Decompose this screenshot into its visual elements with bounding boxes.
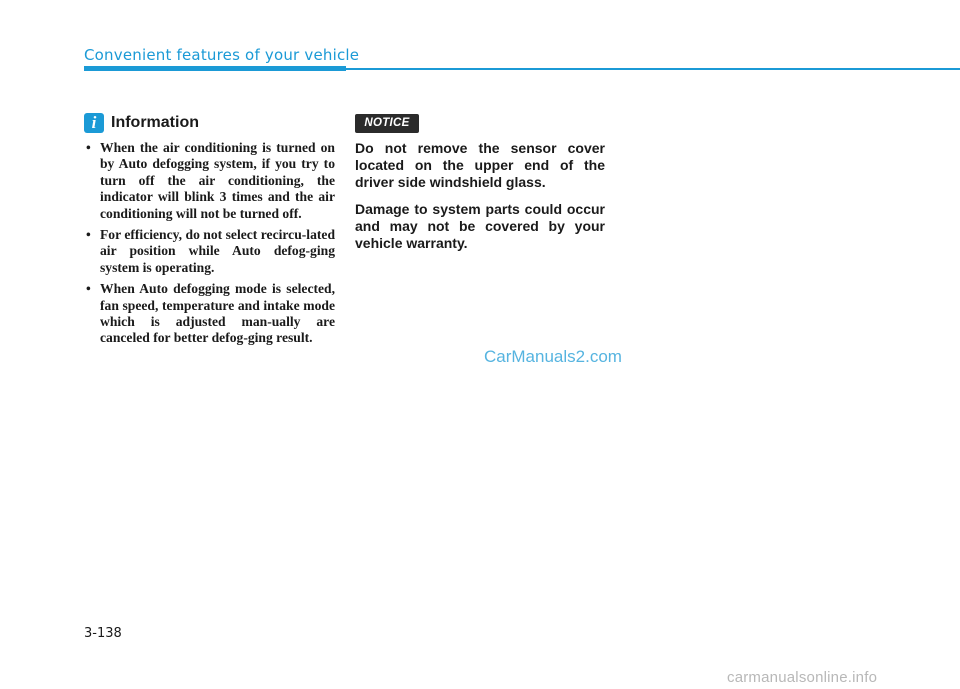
information-title: Information [111, 114, 199, 131]
bullet-text: For efficiency, do not select recircu-lated air position while Auto defog-ging system is operating. [100, 227, 335, 275]
header-rule-thick [84, 66, 346, 71]
bullet-text: When Auto defogging mode is selected, fan speed, temperature and intake mode which is adjusted man-ually are canceled for better defog-ging result. [100, 281, 335, 346]
bullet-text: When the air conditioning is turned on by Auto defogging system, if you try to turn off the air conditioning, the indicator will blink 3 times and the air conditioning will not be turned off. [100, 140, 335, 221]
section-title: Convenient features of your vehicle [84, 46, 360, 64]
header-rule-thin [346, 68, 960, 70]
list-item [86, 281, 335, 347]
notice-badge: NOTICE [355, 114, 419, 133]
page-number: 3-138 [84, 626, 122, 641]
list-item [86, 140, 335, 222]
watermark-center: CarManuals2.com [484, 347, 622, 366]
notice-body [355, 140, 605, 262]
list-item [86, 227, 335, 276]
bullet-dot: • [86, 281, 91, 297]
information-list [86, 140, 335, 352]
bullet-dot: • [86, 140, 91, 155]
bullet-dot: • [86, 227, 91, 243]
info-icon: i [84, 113, 104, 133]
notice-paragraph: Damage to system parts could occur and may not be covered by your vehicle warranty. [355, 201, 605, 251]
information-heading [84, 113, 199, 133]
notice-paragraph: Do not remove the sensor cover located on the upper end of the driver side windshield glass. [355, 140, 605, 190]
watermark-bottom: carmanualsonline.info [727, 669, 878, 686]
